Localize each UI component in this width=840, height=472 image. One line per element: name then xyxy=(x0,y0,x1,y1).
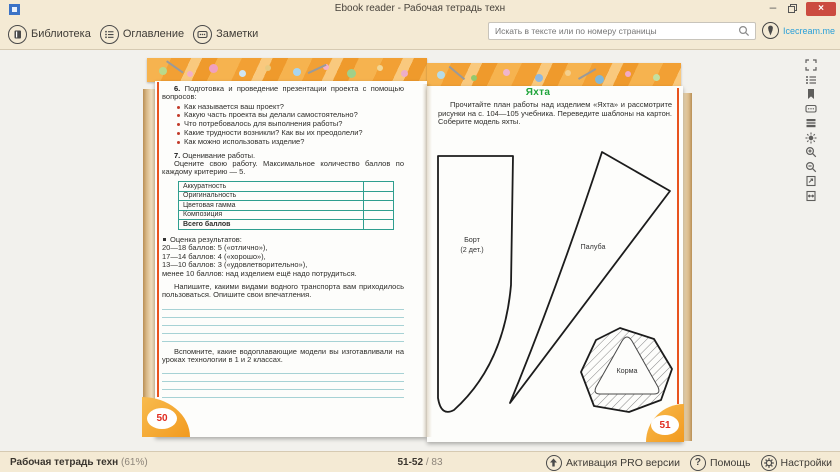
toolbar xyxy=(0,18,840,50)
bullet-icon xyxy=(177,123,180,126)
notes-button[interactable]: Заметки xyxy=(193,25,258,44)
section-7-paragraph: Оцените свою работу. Максимальное количество баллов по каждому критерию — 5. xyxy=(162,158,404,177)
decorative-band-right xyxy=(427,63,681,87)
fullscreen-icon[interactable] xyxy=(804,58,818,72)
section-6-paragraph: 6. Подготовка и проведение презентации проекта с помощью вопросов: xyxy=(162,84,404,102)
restore-button[interactable] xyxy=(788,4,797,13)
minimize-button[interactable]: – xyxy=(769,0,777,14)
page-number-right: 51 xyxy=(651,415,679,435)
writing-lines xyxy=(162,366,404,398)
page-indicator[interactable]: 51-52 / 83 xyxy=(397,457,443,468)
page-layout-icon[interactable] xyxy=(804,116,818,130)
table-row-total: Всего баллов xyxy=(179,220,394,230)
page-number-left: 50 xyxy=(147,408,177,429)
status-bar xyxy=(0,451,840,472)
question-mark-icon: ? xyxy=(690,455,706,471)
gear-icon xyxy=(761,455,777,471)
template-korma-label: Корма xyxy=(616,366,638,375)
bookmark-icon[interactable] xyxy=(804,87,818,101)
bullet-icon xyxy=(163,238,166,241)
left-page-content xyxy=(162,85,404,398)
brand-link[interactable]: Icecream.me xyxy=(762,22,835,39)
zoom-in-icon[interactable] xyxy=(804,145,818,159)
grading-line: 17—14 баллов: 4 («хорошо»), xyxy=(162,251,266,261)
up-arrow-icon xyxy=(546,455,562,471)
list-item: Что потребовалось для выполнения работы? xyxy=(176,120,404,129)
title-bar xyxy=(0,0,840,18)
search-icon xyxy=(738,25,750,37)
notes-icon xyxy=(193,25,212,44)
template-bort-shape xyxy=(438,156,513,412)
decorative-band-left xyxy=(147,58,427,82)
grading-line: 20—18 баллов: 5 («отлично»), xyxy=(162,243,268,253)
library-button[interactable]: Библиотека xyxy=(8,25,91,44)
template-bort-qty-label: (2 дет.) xyxy=(460,245,484,254)
library-icon xyxy=(8,25,27,44)
grading-title: Оценка результатов: xyxy=(162,236,404,244)
settings-button[interactable]: Настройки xyxy=(761,455,833,471)
zoom-out-icon[interactable] xyxy=(804,160,818,174)
table-row: Аккуратность xyxy=(179,182,394,192)
list-item: Как называется ваш проект? xyxy=(176,103,404,112)
template-bort-label: Борт xyxy=(464,235,480,244)
contents-button[interactable]: Оглавление xyxy=(100,25,184,44)
lesson-intro-paragraph: Прочитайте план работы над изделием «Яхта» и рассмотрите рисунки на с. 104—105 учебника. Переведите шаблоны на картон. Соберите модель яхты. xyxy=(438,100,672,126)
table-row: Оригинальность xyxy=(179,191,394,201)
page-edges-left xyxy=(143,89,155,436)
lesson-title: Яхта xyxy=(525,87,551,98)
brightness-icon[interactable] xyxy=(804,131,818,145)
task-models-paragraph: Вспомните, какие водоплавающие модели вы изготавливали на уроках технологии в 1 и 2 классах. xyxy=(162,346,404,364)
yacht-templates-figure xyxy=(430,140,692,436)
search-box xyxy=(488,22,756,40)
grading-line: менее 10 баллов: над изделием ещё надо потрудиться. xyxy=(162,268,357,278)
bullet-icon xyxy=(177,132,180,135)
icecream-icon xyxy=(762,22,779,39)
close-button[interactable]: × xyxy=(806,2,836,16)
side-toolbar xyxy=(804,58,820,203)
help-button[interactable]: ? Помощь xyxy=(690,455,751,471)
page-border-line-left xyxy=(157,82,159,397)
table-row: Цветовая гамма xyxy=(179,201,394,211)
window-title: Ebook reader - Рабочая тетрадь техн xyxy=(334,3,506,14)
search-input[interactable] xyxy=(489,26,738,36)
reading-progress: (61%) xyxy=(121,457,148,468)
right-page-content xyxy=(438,89,672,126)
activate-pro-button[interactable]: Активация PRO версии xyxy=(546,455,680,471)
task-water-paragraph: Напишите, какими видами водного транспорта вам приходилось пользоваться. Опишите свои впечатления. xyxy=(162,282,404,300)
reader-canvas xyxy=(0,51,840,451)
fit-width-icon[interactable] xyxy=(804,189,818,203)
writing-lines xyxy=(162,302,404,342)
question-list xyxy=(176,103,404,147)
bullet-icon xyxy=(177,106,180,109)
notes-icon[interactable] xyxy=(804,102,818,116)
grading-line: 13—10 баллов: 3 («удовлетворительно»), xyxy=(162,260,308,270)
status-book-title: Рабочая тетрадь техн (61%) xyxy=(10,457,148,468)
bullet-icon xyxy=(177,114,180,117)
table-of-contents-icon xyxy=(100,25,119,44)
table-of-contents-icon[interactable] xyxy=(804,73,818,87)
bullet-icon xyxy=(177,141,180,144)
table-row: Композиция xyxy=(179,210,394,220)
criteria-table xyxy=(178,181,394,230)
list-item: Какие трудности возникли? Как вы их преодолели? xyxy=(176,129,404,138)
grading-scale xyxy=(162,236,404,278)
section-7-heading: 7. Оценивание работы. xyxy=(174,150,256,160)
list-item: Какую часть проекта вы делали самостоятельно? xyxy=(176,111,404,120)
fit-page-icon[interactable] xyxy=(804,174,818,188)
template-paluba-label: Палуба xyxy=(580,242,606,251)
list-item: Как можно использовать изделие? xyxy=(176,138,404,147)
